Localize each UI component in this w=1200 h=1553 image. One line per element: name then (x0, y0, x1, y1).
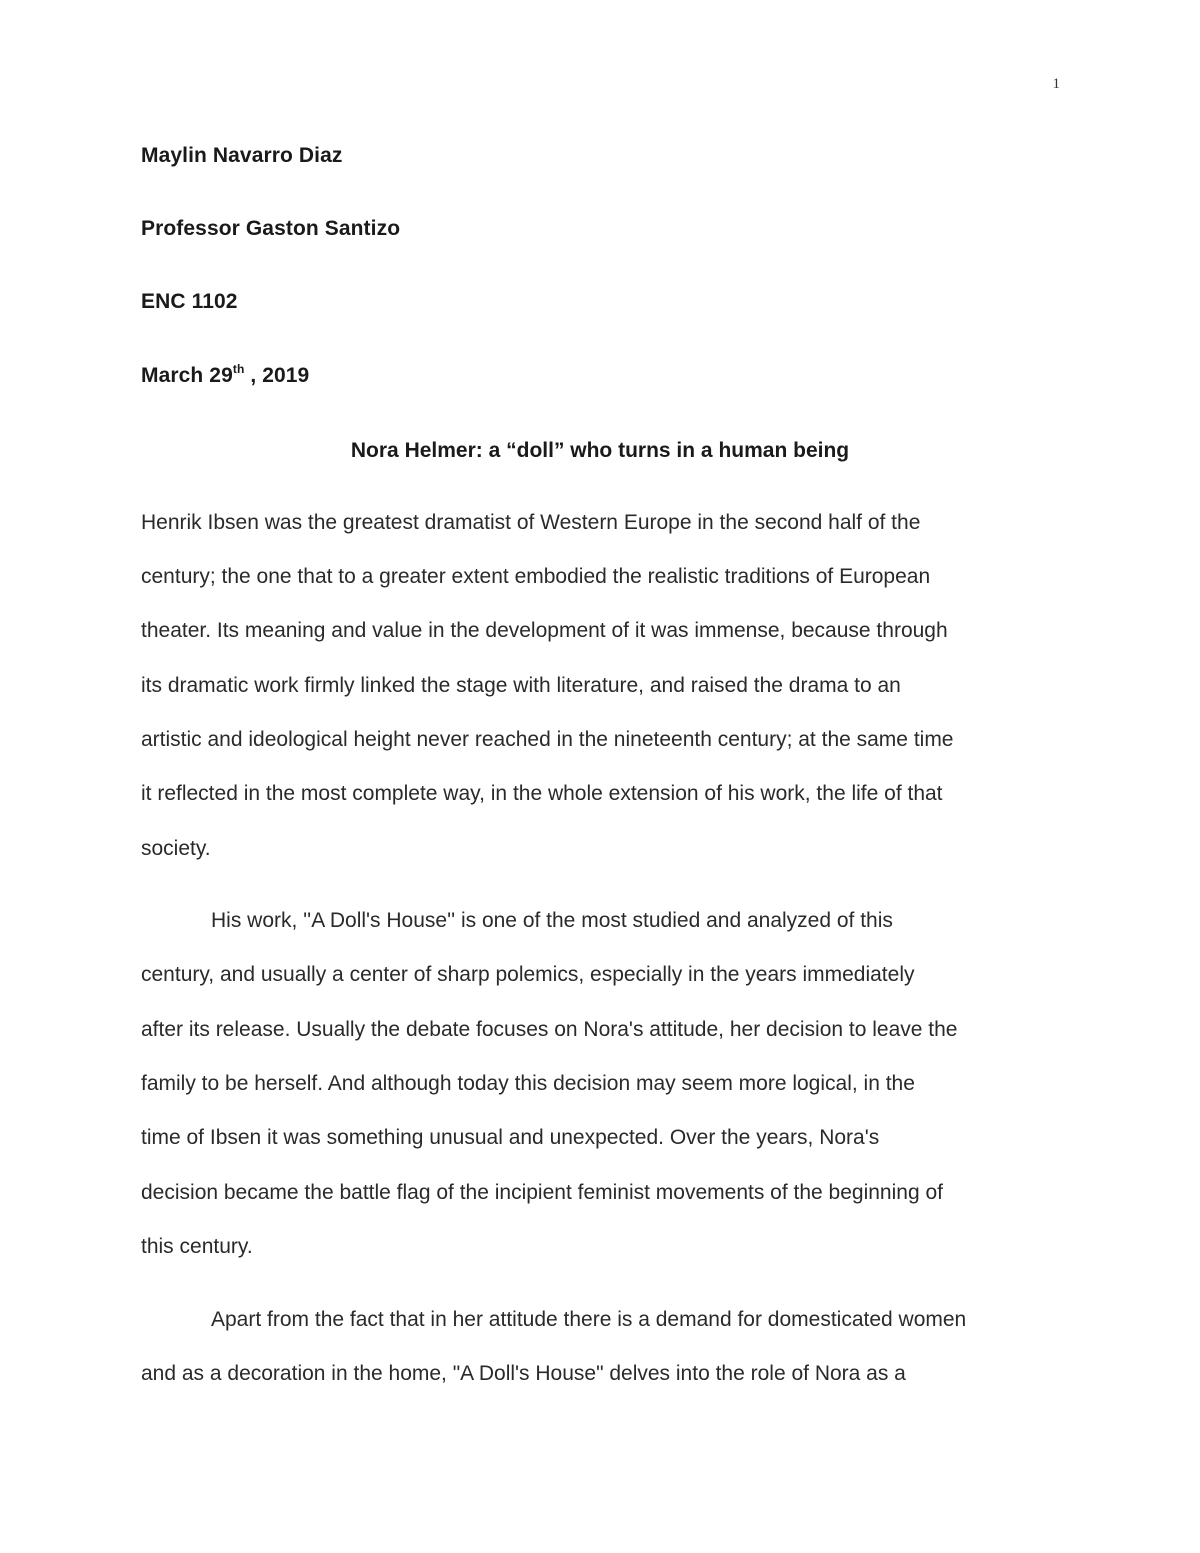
page-number: 1 (1052, 76, 1060, 92)
author-name: Maylin Navarro Diaz (141, 144, 343, 167)
body-line: society. (141, 837, 211, 860)
body-line: artistic and ideological height never reached in the nineteenth century; at the same time (141, 728, 954, 751)
body-line: century, and usually a center of sharp polemics, especially in the years immediately (141, 963, 915, 986)
body-line: its dramatic work firmly linked the stage with literature, and raised the drama to an (141, 674, 901, 697)
body-line: and as a decoration in the home, "A Doll's House" delves into the role of Nora as a (141, 1362, 906, 1385)
body-line: Henrik Ibsen was the greatest dramatist of Western Europe in the second half of the (141, 511, 921, 534)
body-line: time of Ibsen it was something unusual and unexpected. Over the years, Nora's (141, 1126, 880, 1149)
essay-date (141, 364, 309, 388)
professor-name: Professor Gaston Santizo (141, 217, 401, 240)
body-line: this century. (141, 1235, 253, 1258)
date-month-day: March 29 (141, 364, 233, 387)
essay-title: Nora Helmer: a “doll” who turns in a human being (350, 439, 850, 462)
body-line: it reflected in the most complete way, in the whole extension of his work, the life of that (141, 782, 943, 805)
body-line: theater. Its meaning and value in the development of it was immense, because through (141, 619, 948, 642)
body-line: decision became the battle flag of the incipient feminist movements of the beginning of (141, 1181, 943, 1204)
date-suffix: th (232, 362, 245, 376)
body-line: family to be herself. And although today this decision may seem more logical, in the (141, 1072, 915, 1095)
course-code: ENC 1102 (141, 290, 238, 313)
body-line: His work, ''A Doll's House'' is one of the most studied and analyzed of this (211, 909, 893, 932)
body-line: after its release. Usually the debate focuses on Nora's attitude, her decision to leave the (141, 1018, 958, 1041)
body-line: century; the one that to a greater extent embodied the realistic traditions of European (141, 565, 931, 588)
body-line: Apart from the fact that in her attitude there is a demand for domesticated women (211, 1308, 967, 1331)
date-year: , 2019 (244, 364, 310, 387)
